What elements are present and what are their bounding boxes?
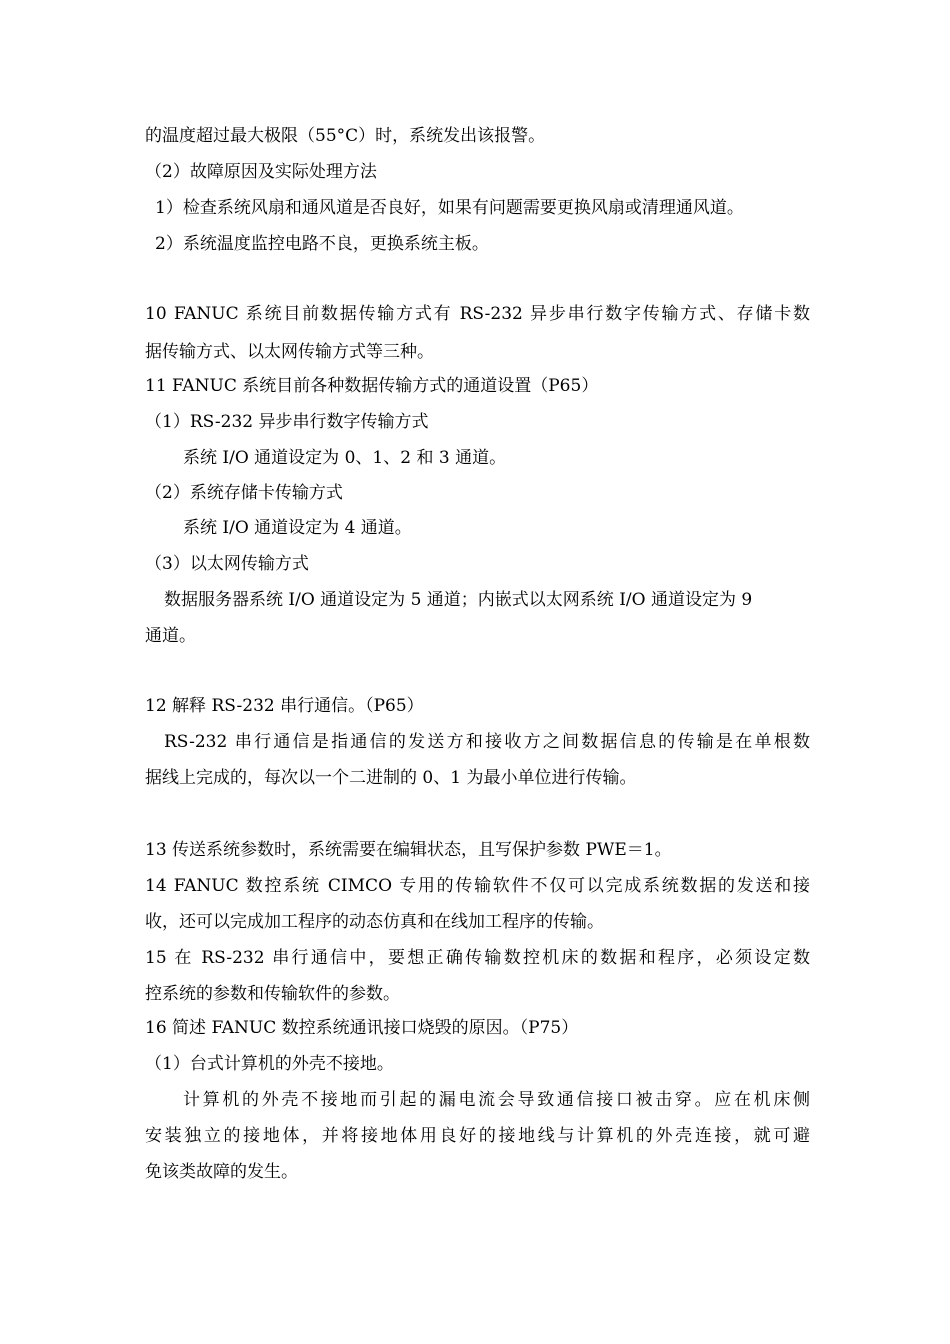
text-line: （1）台式计算机的外壳不接地。 — [145, 1054, 394, 1074]
text-line: （2）故障原因及实际处理方法 — [145, 162, 377, 182]
text-line: 通道。 — [145, 626, 196, 646]
text-line: 11 FANUC 系统目前各种数据传输方式的通道设置（P65） — [145, 376, 599, 396]
text-line: 14 FANUC 数控系统 CIMCO 专用的传输软件不仅可以完成系统数据的发送和接 — [145, 876, 810, 896]
text-line: 15 在 RS-232 串行通信中，要想正确传输数控机床的数据和程序，必须设定数 — [145, 948, 810, 968]
text-line: 安装独立的接地体，并将接地体用良好的接地线与计算机的外壳连接，就可避 — [145, 1126, 810, 1146]
text-line: （3）以太网传输方式 — [145, 554, 309, 574]
text-line: 控系统的参数和传输软件的参数。 — [145, 984, 400, 1004]
text-line: （1）RS-232 异步串行数字传输方式 — [145, 412, 429, 432]
text-line: RS-232 串行通信是指通信的发送方和接收方之间数据信息的传输是在单根数 — [164, 732, 810, 752]
text-line: 16 简述 FANUC 数控系统通讯接口烧毁的原因。（P75） — [145, 1018, 579, 1038]
text-line: 数据服务器系统 I/O 通道设定为 5 通道；内嵌式以太网系统 I/O 通道设定为 9 — [164, 590, 753, 610]
text-line: 计算机的外壳不接地而引起的漏电流会导致通信接口被击穿。应在机床侧 — [183, 1090, 810, 1110]
text-line: 据线上完成的，每次以一个二进制的 0、1 为最小单位进行传输。 — [145, 768, 637, 788]
text-line: 收，还可以完成加工程序的动态仿真和在线加工程序的传输。 — [145, 912, 604, 932]
text-line: 的温度超过最大极限（55°C）时，系统发出该报警。 — [145, 126, 546, 146]
text-line: 12 解释 RS-232 串行通信。（P65） — [145, 696, 424, 716]
text-line: 1）检查系统风扇和通风道是否良好，如果有问题需要更换风扇或清理通风道。 — [155, 198, 744, 218]
text-line: 据传输方式、以太网传输方式等三种。 — [145, 342, 434, 362]
text-line: 免该类故障的发生。 — [145, 1162, 298, 1182]
text-line: 13 传送系统参数时，系统需要在编辑状态，且写保护参数 PWE＝1。 — [145, 840, 672, 860]
text-line: 10 FANUC 系统目前数据传输方式有 RS-232 异步串行数字传输方式、存储卡数 — [145, 304, 810, 324]
text-line: 系统 I/O 通道设定为 4 通道。 — [183, 518, 412, 538]
text-line: 系统 I/O 通道设定为 0、1、2 和 3 通道。 — [183, 448, 507, 468]
text-line: 2）系统温度监控电路不良，更换系统主板。 — [155, 234, 489, 254]
text-line: （2）系统存储卡传输方式 — [145, 483, 343, 503]
